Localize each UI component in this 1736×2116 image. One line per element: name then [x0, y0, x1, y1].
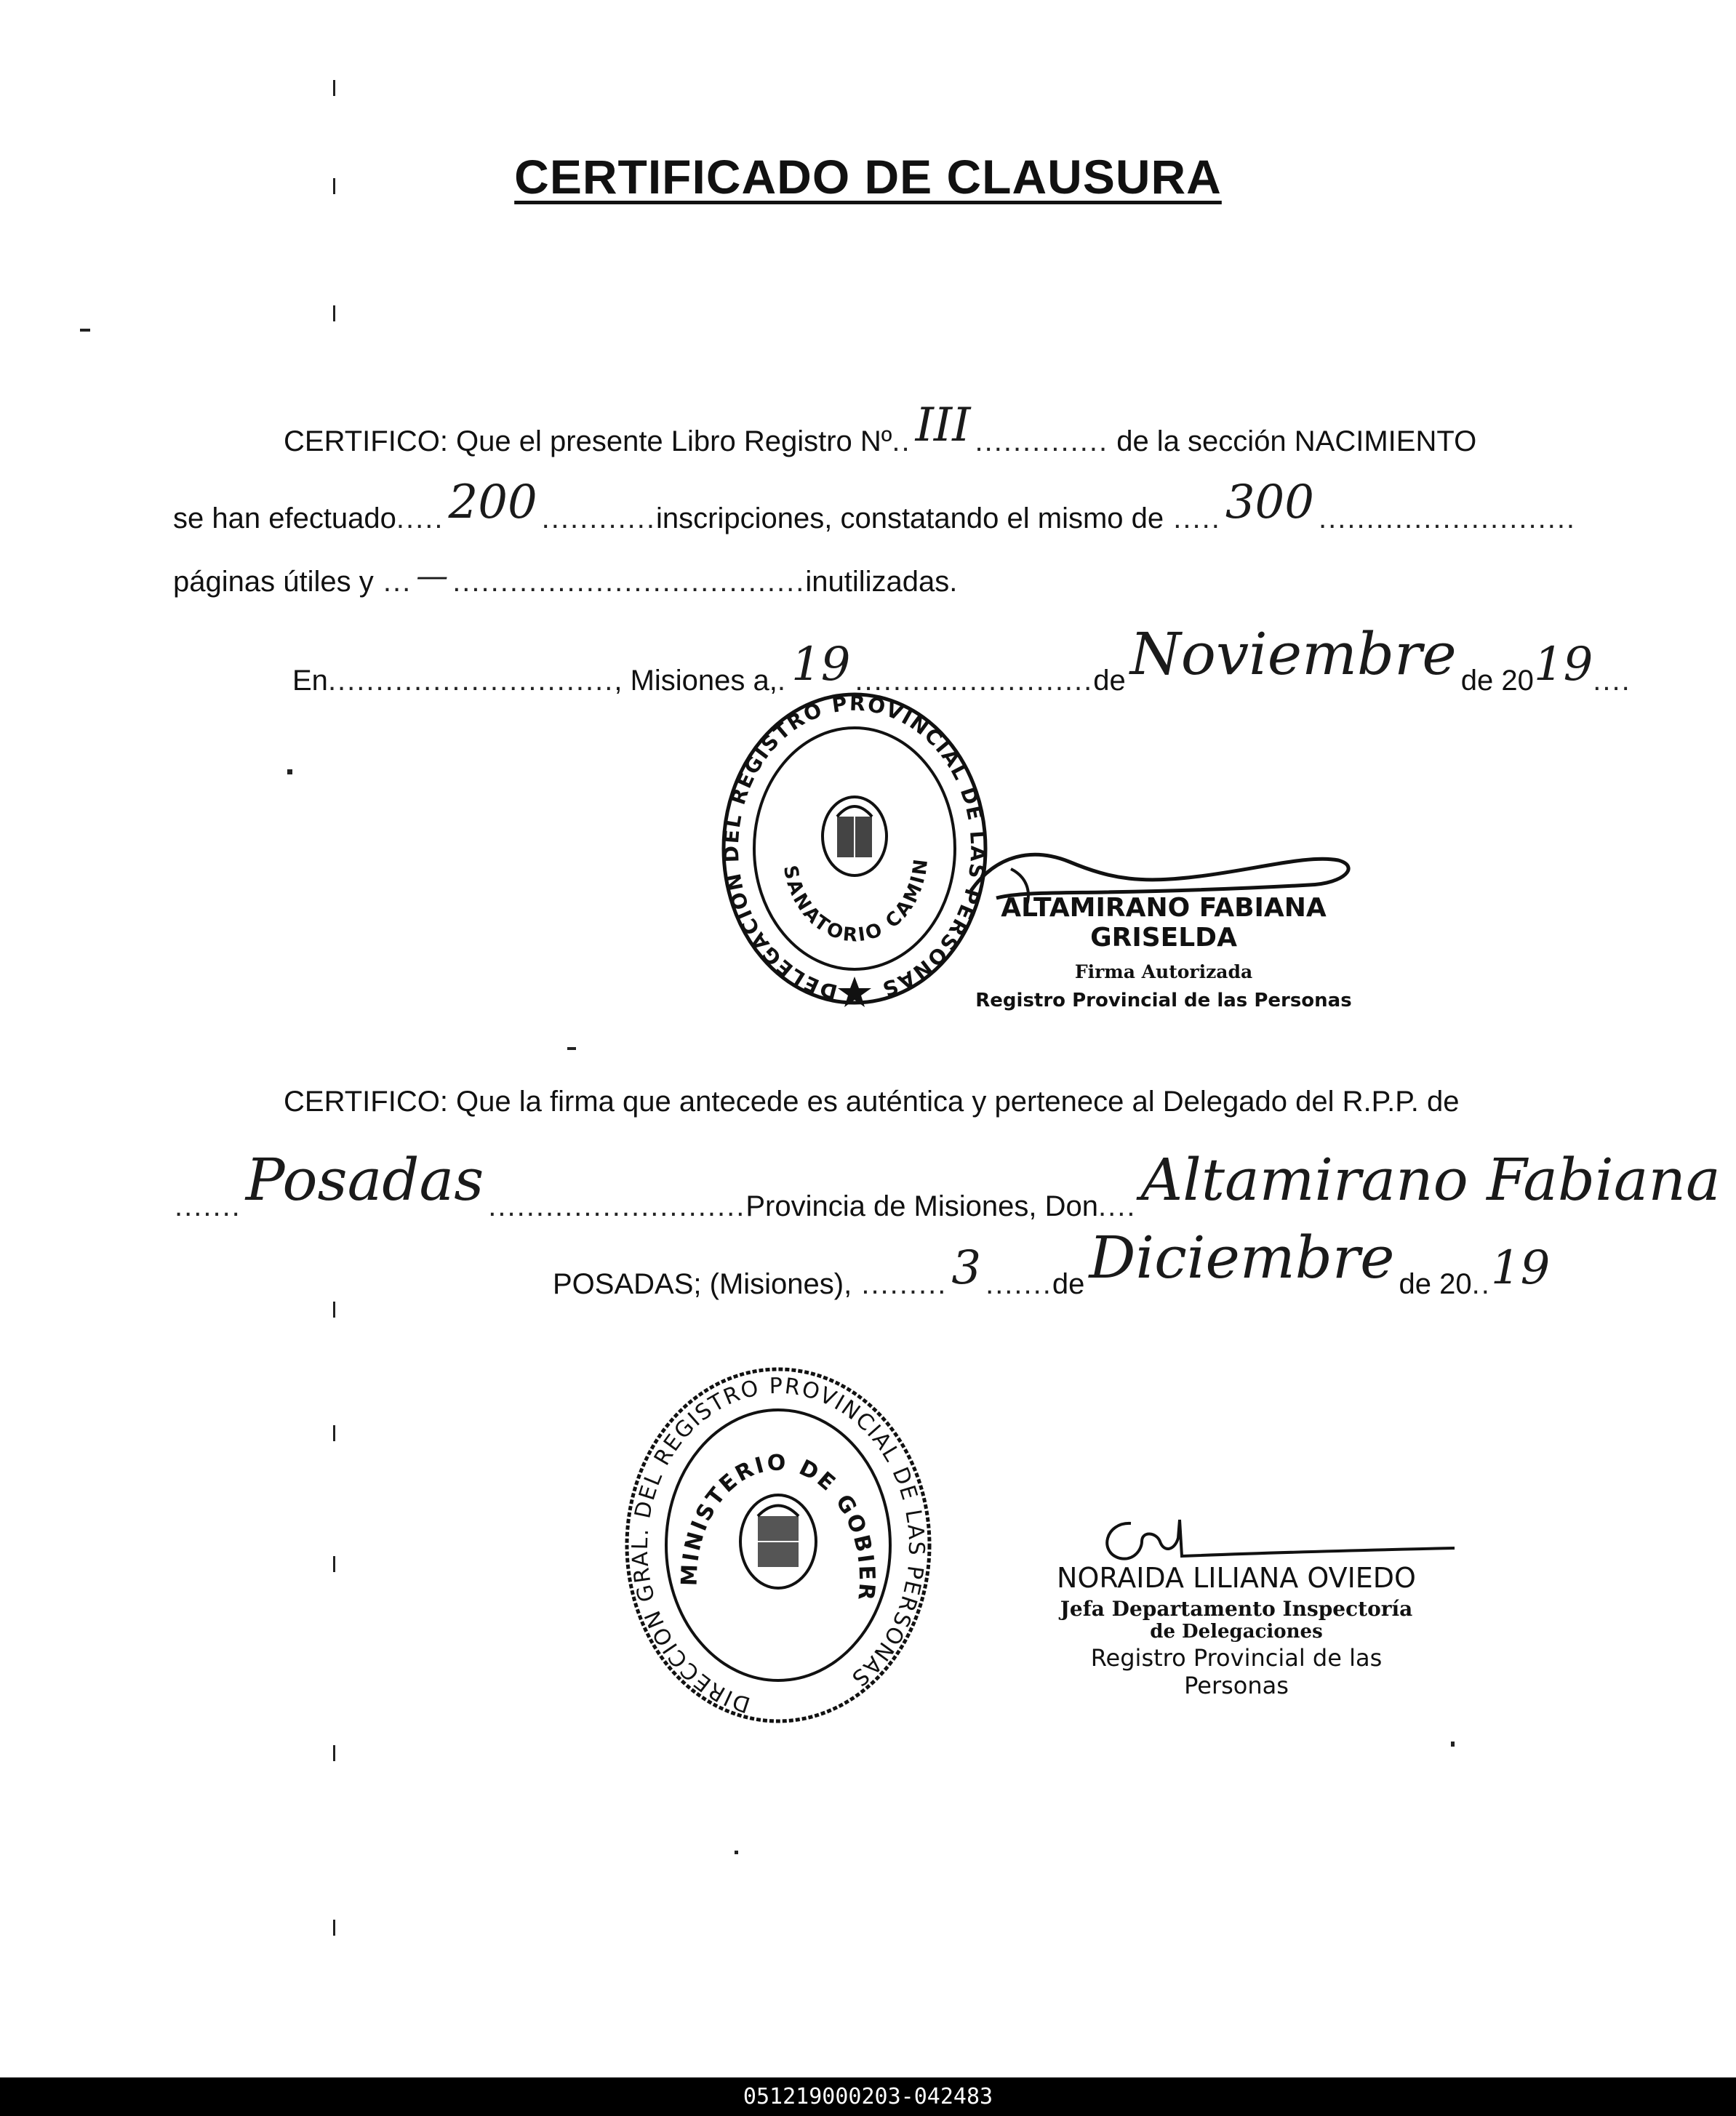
title-text: CERTIFICADO DE CLAUSURA	[514, 150, 1222, 204]
stamp2-outer-text: DIRECCION GRAL. DEL REGISTRO PROVINCIAL DE LAS PERSONAS	[627, 1373, 929, 1718]
scan-speck	[1451, 1742, 1455, 1747]
mes2-handwritten: Diciembre	[1089, 1224, 1395, 1291]
cert1-text-1a: CERTIFICO: Que el presente Libro Registro Nº	[284, 425, 892, 457]
ministry-stamp-icon	[618, 1360, 938, 1731]
anio2-handwritten: 19	[1490, 1241, 1551, 1295]
cert1-text-2a: se han efectuado	[173, 502, 396, 534]
cert1-line-4: En.............................., Misiones a,.19 .........................deNoviembre de 2019....	[292, 620, 1631, 697]
cert1-text-4b: , Misiones a,	[614, 665, 777, 697]
document-title	[0, 149, 1736, 204]
mes-handwritten: Noviembre	[1129, 620, 1457, 688]
inscripciones-handwritten: 200	[448, 476, 537, 529]
signer-2-org: Registro Provincial de las Personas	[1090, 1644, 1383, 1699]
cert1-text-4d: de 20	[1460, 665, 1534, 697]
dia-handwritten: 19	[791, 638, 851, 692]
signer-2-name: NORAIDA LILIANA OVIEDO	[1057, 1562, 1416, 1594]
cert2-line-2: .......Posadas ...........................Provincia de Misiones, Don....Altamirano Fabiana	[175, 1162, 1725, 1230]
cert1-text-3b: inutilizadas.	[805, 566, 958, 598]
ministry-stamp	[618, 1360, 938, 1734]
cert1-text-3a: páginas útiles y	[173, 566, 374, 598]
paginas-inutilizadas-handwritten: —	[416, 558, 449, 595]
stamp1-outer-text: DELEGACION DEL REGISTRO PROVINCIAL DE LAS PERSONAS	[719, 691, 991, 1004]
stamp1-inner-text: SANATORIO CAMIN	[778, 856, 933, 947]
scan-speck	[333, 1745, 335, 1761]
cert1-line-1: CERTIFICO: Que el presente Libro Registro Nº..III .............. de la sección NACIMIENTO	[284, 398, 1477, 457]
signature-1-block	[975, 893, 1353, 1011]
cert1-text-1b: de la sección NACIMIENTO	[1116, 425, 1477, 457]
cert2-text-1: CERTIFICO: Que la firma que antecede es auténtica y pertenece al Delegado del R.P.P. de	[284, 1086, 1460, 1118]
scan-speck	[735, 1851, 738, 1854]
coat-of-arms-icon	[823, 797, 887, 875]
cert2-text-2a: Provincia de Misiones, Don	[745, 1190, 1098, 1222]
scan-speck	[333, 305, 335, 321]
coat-of-arms-icon	[740, 1495, 816, 1588]
scan-speck	[287, 769, 292, 774]
signer-1-org: Registro Provincial de las Personas	[975, 990, 1352, 1011]
cert1-line-3: páginas útiles y ... — .....................................inutilizadas.	[173, 558, 958, 598]
cert2-line-1	[284, 1086, 1460, 1118]
signer-2-role-1: Jefa Departamento Inspectoría	[1060, 1597, 1413, 1621]
document-code: 051219000203-042483	[743, 2084, 993, 2109]
scan-speck	[333, 1302, 335, 1318]
stamp2-inner-text: MINISTERIO DE GOBIER	[676, 1450, 880, 1603]
anio-handwritten: 19	[1533, 638, 1593, 692]
scan-speck	[333, 1425, 335, 1441]
signer-1-name: ALTAMIRANO FABIANA GRISELDA	[1001, 893, 1327, 953]
scan-speck	[80, 329, 90, 332]
signer-1-role: Firma Autorizada	[1074, 961, 1253, 982]
paginas-utiles-handwritten: 300	[1225, 476, 1314, 529]
libro-numero-handwritten: III	[915, 398, 971, 452]
signature-2-scribble	[1091, 1516, 1469, 1567]
delegation-stamp	[716, 687, 993, 1018]
scan-speck	[333, 1556, 335, 1572]
cert1-text-2b: inscripciones, constatando el mismo de	[656, 502, 1164, 534]
delegation-stamp-icon	[716, 687, 993, 1014]
localidad-handwritten: Posadas	[245, 1146, 484, 1214]
cert1-text-4c: de	[1093, 665, 1126, 697]
scan-speck	[567, 1047, 576, 1050]
dia2-handwritten: 3	[951, 1241, 982, 1295]
signature-2-block	[1047, 1562, 1425, 1699]
cert2-line-3: POSADAS; (Misiones), .........3 .......deDiciembre de 20..19	[553, 1224, 1551, 1300]
cert2-text-3c: de 20	[1399, 1268, 1472, 1300]
scan-speck	[333, 178, 335, 194]
cert2-text-3a: POSADAS; (Misiones),	[553, 1268, 852, 1300]
cert1-text-4a: En	[292, 665, 328, 697]
cert1-line-2: se han efectuado.....200 ............inscripciones, constatando el mismo de .....300 ...........................	[173, 476, 1577, 534]
signer-2-role-2: de Delegaciones	[1150, 1621, 1323, 1643]
scan-speck	[333, 1920, 335, 1936]
document-code-footer	[0, 2077, 1736, 2116]
delegado-handwritten: Altamirano Fabiana	[1140, 1146, 1721, 1214]
cert2-text-3b: de	[1052, 1268, 1085, 1300]
scan-speck	[333, 80, 335, 96]
